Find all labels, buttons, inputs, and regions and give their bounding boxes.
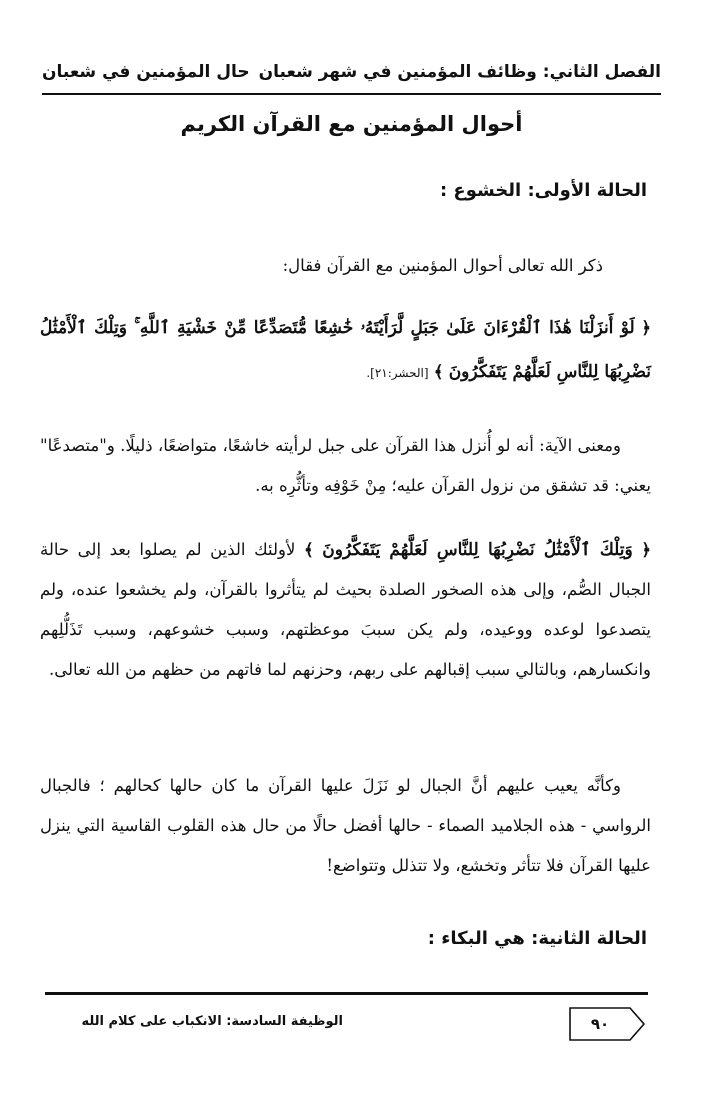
quran-verse: لَوْ أَنزَلْنَا هَٰذَا ٱلْقُرْءَانَ عَلَىٰ جَبَلٍ لَّرَأَيْتَهُۥ خَٰشِعًا مُّتَصَدِّعًا مِّنْ خَشْيَةِ ٱللَّهِ ۚ وَتِلْكَ ٱلْأَمْثَٰلُ نَضْرِبُهَا لِلنَّاسِ لَعَلَّهُمْ يَتَفَكَّرُونَ <box>40 318 651 382</box>
page-number-box <box>568 1006 646 1042</box>
chapter-title: الفصل الثاني: وظائف المؤمنين في شهر شعبان <box>258 62 661 82</box>
verse-close-bracket: ﴾ <box>433 362 444 381</box>
conclusion-paragraph: وكأنَّه يعيب عليهم أنَّ الجبال لو نَزَلَ عليها القرآن ما كان حالها كحالهم ؛ فالجبال الرواسي - هذه الجلاميد الصماء - حالها أفضل حالًا من حال هذه القلوب القاسية التي ينزل عليها القرآن فلا تتأثر وتخشع، ولا تتذلل وتتواضع! <box>40 776 651 875</box>
verse-reference: [الحشر:٢١]. <box>366 366 429 380</box>
quran-verse-2: وَتِلْكَ ٱلْأَمْثَٰلُ نَضْرِبُهَا لِلنَّاسِ لَعَلَّهُمْ يَتَفَكَّرُونَ <box>322 540 633 560</box>
running-header <box>42 58 661 92</box>
state1-heading: الحالة الأولى: الخشوع : <box>439 180 647 201</box>
meaning-paragraph: ومعنى الآية: أنه لو أُنزل هذا القرآن على جبل لرأيته خاشعًا، متواضعًا، ذليلًا. و"متصدعًا" يعني: قد تشقق من نزول القرآن عليه؛ مِنْ خَوْفِه وتأثُّرِه به. <box>40 436 651 495</box>
section-title: حال المؤمنين في شعبان <box>42 62 250 82</box>
page-number: ٩٠ <box>590 1015 610 1033</box>
footer-title: الوظيفة السادسة: الانكباب على كلام الله <box>81 1014 343 1029</box>
footer-divider <box>45 992 648 995</box>
verse-block <box>40 306 651 395</box>
verse2-open-bracket: ﴿ <box>641 540 652 559</box>
explanation-text: لأولئك الذين لم يصلوا بعد إلى حالة الجبال الصُّم، وإلى هذه الصخور الصلدة بحيث لم يتأثروا بالقرآن، ولم يخشعوا عنده، ولم يتصدعوا لوعده ووعيده، ولم يكن سببَ موعظتهم، وسبب خشوعهم، وسبب تَذَلُّلِهم وانكسارهم، وبالتالي سبب إقبالهم على ربهم، وحزنهم لما فاتهم من حظهم من الله تعالى. <box>40 540 651 679</box>
verse-open-bracket: ﴿ <box>641 318 651 337</box>
page-title: أحوال المؤمنين مع القرآن الكريم <box>180 112 523 136</box>
verse2-close-bracket: ﴾ <box>303 540 314 559</box>
header-divider <box>42 93 661 95</box>
state2-heading: الحالة الثانية: هي البكاء : <box>427 928 647 949</box>
intro-paragraph: ذكر الله تعالى أحوال المؤمنين مع القرآن فقال: <box>282 256 603 275</box>
explanation-paragraph <box>40 530 651 690</box>
